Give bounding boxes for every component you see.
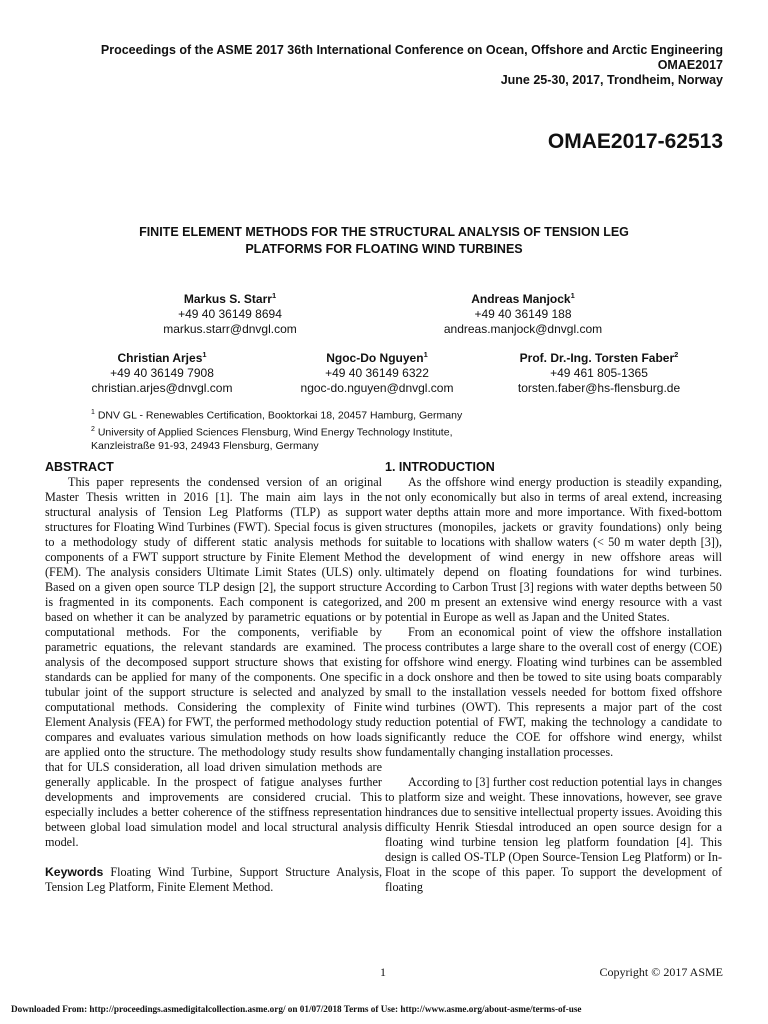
author-name: Christian Arjes$^1$: [117, 350, 207, 365]
conference-acronym: OMAE2017: [657, 58, 723, 72]
conference-name: Proceedings of the ASME 2017 36th International Conference on Ocean, Offshore and Arctic Engineering: [100, 43, 723, 57]
author-phone: +49 40 36149 7908: [110, 366, 214, 380]
abstract-column: [45, 460, 382, 895]
keywords-label: Keywords: [45, 865, 104, 879]
author-email: ngoc-do.nguyen@dnvgl.com: [300, 381, 454, 395]
title-line-2: PLATFORMS FOR FLOATING WIND TURBINES: [245, 242, 523, 256]
download-notice: Downloaded From: http://proceedings.asmedigitalcollection.asme.org/ on 01/07/2018 Terms of Use: http://www.asme.org/about-asme/terms-of-use: [11, 1004, 582, 1014]
author-email: christian.arjes@dnvgl.com: [91, 381, 233, 395]
introduction-paragraph-3: According to [3] further cost reduction potential lays in changes to platform size and weight. These innovations, however, see grave hindrances due to sensitive intellectual property issues. Avoiding this difficulty Henrik Stiesdal introduced an open source design for a floating wind turbine tension leg platform foundation [4]. This design is called OS-TLP (Open Source-Tension Leg Platform) or In-Float in the scope of this paper. To support the development of floating: [385, 775, 722, 894]
author-email: torsten.faber@hs-flensburg.de: [517, 381, 681, 395]
author-email: andreas.manjock@dnvgl.com: [443, 322, 603, 336]
author-name: Prof. Dr.-Ing. Torsten Faber$^2$: [519, 350, 679, 365]
author-phone: +49 40 36149 188: [474, 307, 572, 321]
author-name: Markus S. Starr$^1$: [183, 291, 277, 306]
author-block: [110, 288, 350, 337]
keywords-text: Floating Wind Turbine, Support Structure Analysis, Tension Leg Platform, Finite Element Method.: [45, 865, 382, 894]
conference-header: [101, 43, 723, 88]
paper-id: OMAE2017-62513: [547, 130, 723, 153]
author-phone: +49 40 36149 8694: [178, 307, 282, 321]
author-phone: +49 461 805-1365: [550, 366, 648, 380]
conference-dates: June 25-30, 2017, Trondheim, Norway: [500, 73, 723, 87]
introduction-paragraph-1: As the offshore wind energy production is steadily expanding, not only economically but also in terms of areal extend, increasing water depths attain more and more importance. With fixed-bottom structures (monopiles, jackets or gravity foundations) only being suitable to locations with shallow waters (< 50 m water depth [3]), the development of wind energy in new offshore areas will ultimately depend on floating foundations for wind turbines. According to Carbon Trust [3] regions with water depths between 50 and 200 m present an extensive wind energy resource with a vast potential in Europe as well as Japan and the United States.: [385, 475, 722, 624]
introduction-column: [385, 460, 722, 895]
author-block: [479, 347, 719, 396]
author-name: Ngoc-Do Nguyen$^1$: [326, 350, 428, 365]
introduction-paragraph-2: From an economical point of view the offshore installation process contributes a large share to the overall cost of energy (COE) for offshore wind energy. Floating wind turbines can be assembled in a dock onshore and then be towed to site using boats comparably small to the installation vessels needed for bottom fixed offshore wind turbines (OWT). This represents a major part of the cost reduction potential of FWT, making the technology a candidate to significantly reduce the COE for offshore wind energy, whilst fundamentally changing installation processes.: [385, 625, 722, 759]
title-line-1: FINITE ELEMENT METHODS FOR THE STRUCTURAL ANALYSIS OF TENSION LEG: [139, 225, 629, 239]
abstract-heading: ABSTRACT: [45, 460, 114, 474]
keywords: [45, 865, 382, 895]
introduction-heading: 1. INTRODUCTION: [385, 460, 495, 474]
author-phone: +49 40 36149 6322: [325, 366, 429, 380]
abstract-text: This paper represents the condensed version of an original Master Thesis written in 2016 [1]. The main aim lays in the structural analysis of Tension Leg Platforms (TLP) as support structures for Floating Wind Turbines (FWT). Special focus is given to a methodology study of different static analysis methods for components of a FWT support structure by Finite Element Method (FEM). The analysis considers Ultimate Limit States (ULS) only. Based on a given open source TLP design [2], the support structure is fragmented in its components. Each component is categorized, based on whether it can be analyzed by parametric equations or by computational methods. For the components, verifiable by parametric equations, the relevant standards are examined. The analysis of the decomposed support structure shows that existing standards can be applied for many of the components. One specific tubular joint of the support structure is selected and analyzed by computational methods. Considering the complexity of Finite Element Analysis (FEA) for FWT, the performed methodology study compares and evaluates various simulation methods on how loads are applied onto the structure. The methodology study results show that for ULS consideration, all load driven simulation methods are generally applicable. In the prospect of fatigue analyses further developments and improvements are considered crucial. This especially includes a better coherence of the stiffness representation between global load simulation model and local structural analysis model.: [45, 475, 382, 849]
author-name: Andreas Manjock$^1$: [471, 291, 575, 306]
author-block: [403, 288, 643, 337]
affiliation-2-address: Kanzleistraße 91-93, 24943 Flensburg, Germany: [91, 440, 319, 452]
author-email: markus.starr@dnvgl.com: [163, 322, 297, 336]
copyright: Copyright © 2017 ASME: [599, 965, 723, 979]
affiliation-2: $^2$ University of Applied Sciences Flensburg, Wind Energy Technology Institute,: [91, 426, 453, 439]
author-block: [257, 347, 497, 396]
page-number: 1: [380, 965, 386, 979]
affiliations: [91, 406, 591, 454]
author-block: [42, 347, 282, 396]
affiliation-1: $^1$ DNV GL - Renewables Certification, Booktorkai 18, 20457 Hamburg, Germany: [91, 409, 463, 422]
paper-title: [80, 224, 688, 258]
